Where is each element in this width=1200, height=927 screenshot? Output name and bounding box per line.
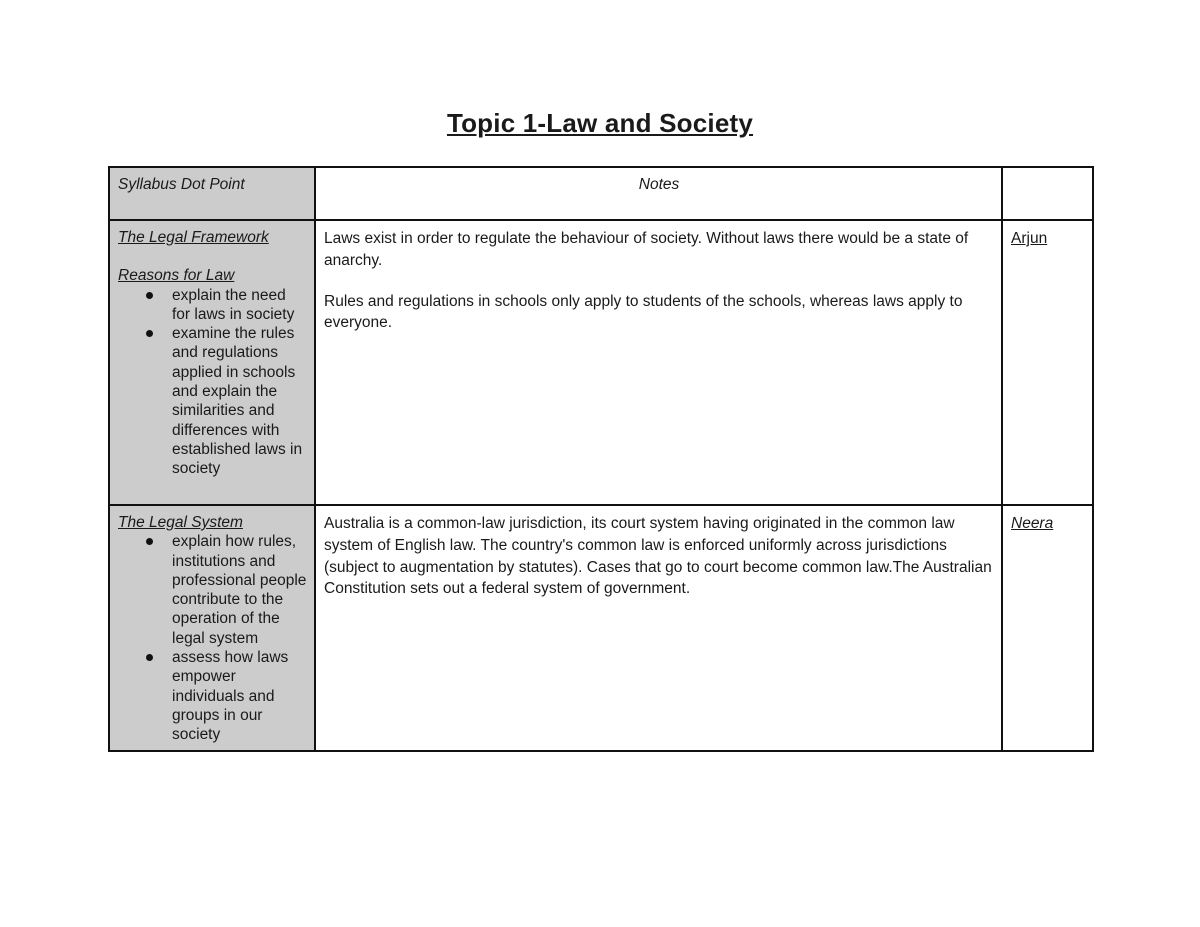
author-name: Neera [1011,515,1054,532]
syllabus-point: examine the rules and regulations applied in schools and explain the similarities and differences with established laws in society [172,324,307,478]
header-notes-cell [315,167,1002,220]
syllabus-points [118,286,307,479]
syllabus-point: assess how laws empower individuals and groups in our society [172,648,307,744]
header-syllabus: Syllabus Dot Point [118,176,245,193]
subsection-heading: Reasons for Law [118,267,235,285]
note-paragraph: Rules and regulations in schools only apply to students of the schools, whereas laws apply to everyone. [324,292,963,332]
header-syllabus-cell [109,167,315,220]
page-title: Topic 1-Law and Society [446,108,754,138]
header-author-cell [1002,167,1093,220]
table-row [109,220,1093,505]
syllabus-point: explain how rules, institutions and professional people contribute to the operation of the legal system [172,533,307,647]
author-cell [1002,505,1093,751]
note-paragraph: Australia is a common-law jurisdiction, its court system having originated in the common law system of English law. The country's common law is enforced uniformly across jurisdictions (subject to augmentation by statutes). Cases that go to court become common law.The Australian Constitution sets out a federal system of government. [324,515,992,598]
syllabus-points [118,532,307,744]
note-paragraph: Laws exist in order to regulate the behaviour of society. Without laws there would be a state of anarchy. [324,230,969,269]
section-heading: The Legal System [118,514,243,531]
header-notes: Notes [638,176,680,193]
syllabus-cell [109,505,315,751]
table-header-row [109,167,1093,220]
section-heading: The Legal Framework [118,229,269,246]
syllabus-cell [109,220,315,505]
syllabus-point: explain the need for laws in society [172,286,307,325]
header-author [1003,168,1092,179]
notes-cell [315,505,1002,751]
table-row [109,505,1093,751]
notes-cell [315,220,1002,505]
author-name: Arjun [1011,230,1048,247]
author-cell [1002,220,1093,505]
notes-table [108,166,1094,752]
